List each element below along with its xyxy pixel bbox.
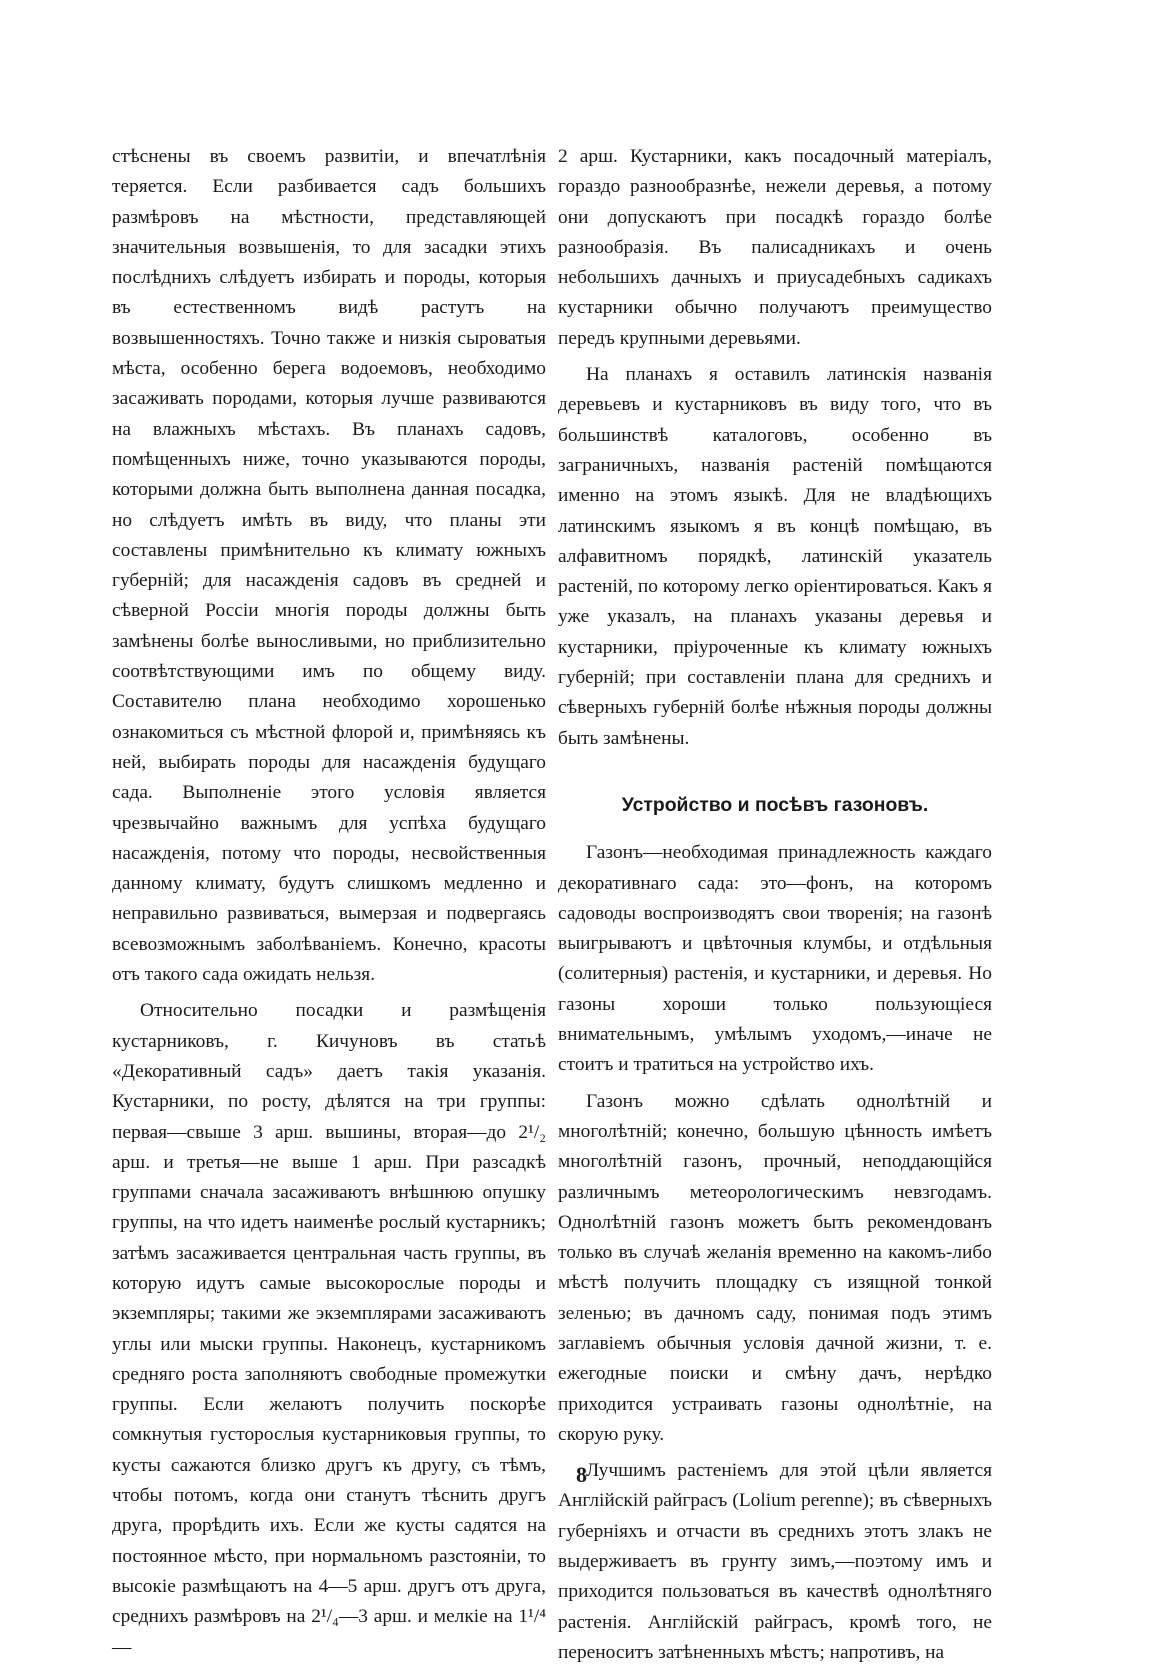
section-heading: Устройство и посѣвъ газоновъ. [621, 793, 929, 816]
paragraph: На планахъ я оставилъ латинскія названія деревьевъ и кустарниковъ въ виду того, что въ большинствѣ каталоговъ, особенно въ заграничныхъ, названія растеній помѣщаются именно на этомъ языкѣ. Для не владѣющихъ латинскимъ языкомъ я въ концѣ помѣщаю, въ алфавитномъ порядкѣ, латинскій указатель растеній, по которому легко оріентироваться. Какъ я уже указалъ, на планахъ указаны деревья и кустарники, пріуроченные къ климату южныхъ губерній; при составленіи плана для среднихъ и сѣверныхъ губерній болѣе нѣжныя породы должны быть замѣнены. [558, 364, 992, 749]
paragraph: Газонъ—необходимая принадлежность каждаго декоративнаго сада: это—фонъ, на которомъ садоводы воспроизводятъ свои творенія; на газонѣ выигрываютъ и цвѣточныя клумбы, и отдѣльныя (солитерныя) растенія, и кустарники, и деревья. Но газоны хороши только пользующіеся внимательнымъ, умѣлымъ уходомъ,—иначе не стоитъ и тратиться на устройство ихъ. [558, 842, 992, 1076]
right-column [558, 142, 992, 1668]
paragraph: Лучшимъ растеніемъ для этой цѣли является Англійскій райграсъ (Lolium perenne); въ сѣверныхъ губерніяхъ и отчасти въ среднихъ этотъ злакъ не выдерживаетъ въ грунту зимъ,—поэтому имъ и приходится пользоваться въ качествѣ однолѣтняго растенія. Англійскій райграсъ, кромѣ того, не переноситъ затѣненныхъ мѣстъ; напротивъ, на [558, 1460, 992, 1663]
page-number: 8 [576, 1462, 587, 1487]
paragraph: стѣснены въ своемъ развитіи, и впечатлѣнія теряется. Если разбивается садъ большихъ размѣровъ на мѣстности, представляющей значительныя возвышенія, то для засадки этихъ послѣднихъ слѣдуетъ избирать и породы, которыя въ естественномъ видѣ растутъ на возвышенностяхъ. Точно также и низкія сыроватыя мѣста, особенно берега водоемовъ, необходимо засаживать породами, которыя лучше развиваются на влажныхъ мѣстахъ. Въ планахъ садовъ, помѣщенныхъ ниже, точно указываются породы, которыми должна быть выполнена данная посадка, но слѣдуетъ имѣть въ виду, что планы эти составлены примѣнительно къ климату южныхъ губерній; для насажденія садовъ въ средней и сѣверной Россіи многія породы должны быть замѣнены болѣе выносливыми, но приблизительно соотвѣтствующими имъ по общему виду. Составителю плана необходимо хорошенько ознакомиться съ мѣстной флорой и, примѣняясь къ ней, выбирать породы для насажденія будущаго сада. Выполненіе этого условія является чрезвычайно важнымъ для успѣха будущаго насажденія, потому что породы, несвойственныя данному климату, будутъ слишкомъ медленно и неправильно развиваться, вымерзая и подвергаясь всевозможнымъ заболѣваніемъ. Конечно, красоты отъ такого сада ожидать нельзя. [112, 146, 546, 986]
paragraph: Относительно посадки и размѣщенія кустарниковъ, г. Кичуновъ въ статьѣ «Декоративный садъ» даетъ такія указанія. Кустарники, по росту, дѣлятся на три группы: первая—свыше 3 арш. вышины, вторая—до 2¹/₂ арш. и третья—не выше 1 арш. При разсадкѣ группами сначала засаживаютъ внѣшнюю опушку группы, на что идетъ наименѣе рослый кустарникъ; затѣмъ засаживается центральная часть группы, въ которую идутъ самые высокорослые породы и экземпляры; такими же экземплярами засаживаютъ углы или мыски группы. Наконецъ, кустарникомъ средняго роста заполняютъ свободные промежутки группы. Если желаютъ получить поскорѣе сомкнутыя густорослыя кустарниковыя группы, то кусты сажаются близко другъ къ другу, съ тѣмъ, чтобы потомъ, когда они станутъ тѣснить другъ друга, прорѣдить ихъ. Если же кусты садятся на постоянное мѣсто, при нормальномъ разстояніи, то высокіе размѣщаютъ на 4—5 арш. другъ отъ друга, среднихъ размѣровъ на 2¹/₄—3 арш. и мелкіе на 1¹/⁴— [112, 1000, 546, 1658]
paragraph: 2 арш. Кустарники, какъ посадочный матеріалъ, гораздо разнообразнѣе, нежели деревья, а потому они допускаютъ при посадкѣ гораздо болѣе разнообразія. Въ палисадникахъ и очень небольшихъ дачныхъ и приусадебныхъ садикахъ кустарники обычно получаютъ преимущество передъ крупными деревьями. [558, 146, 992, 349]
left-column [112, 142, 546, 1663]
paragraph: Газонъ можно сдѣлать однолѣтній и многолѣтній; конечно, большую цѣнность имѣетъ многолѣтній газонъ, прочный, неподдающійся различнымъ метеорологическимъ невзгодамъ. Однолѣтній газонъ можетъ быть рекомендованъ только въ случаѣ желанія временно на какомъ-либо мѣстѣ получить площадку съ изящной тонкой зеленью; въ дачномъ саду, понимая подъ этимъ заглавіемъ обычныя условія дачной жизни, т. е. ежегодные поиски и смѣну дачъ, нерѣдко приходится устраивать газоны однолѣтніе, на скорую руку. [558, 1090, 992, 1445]
